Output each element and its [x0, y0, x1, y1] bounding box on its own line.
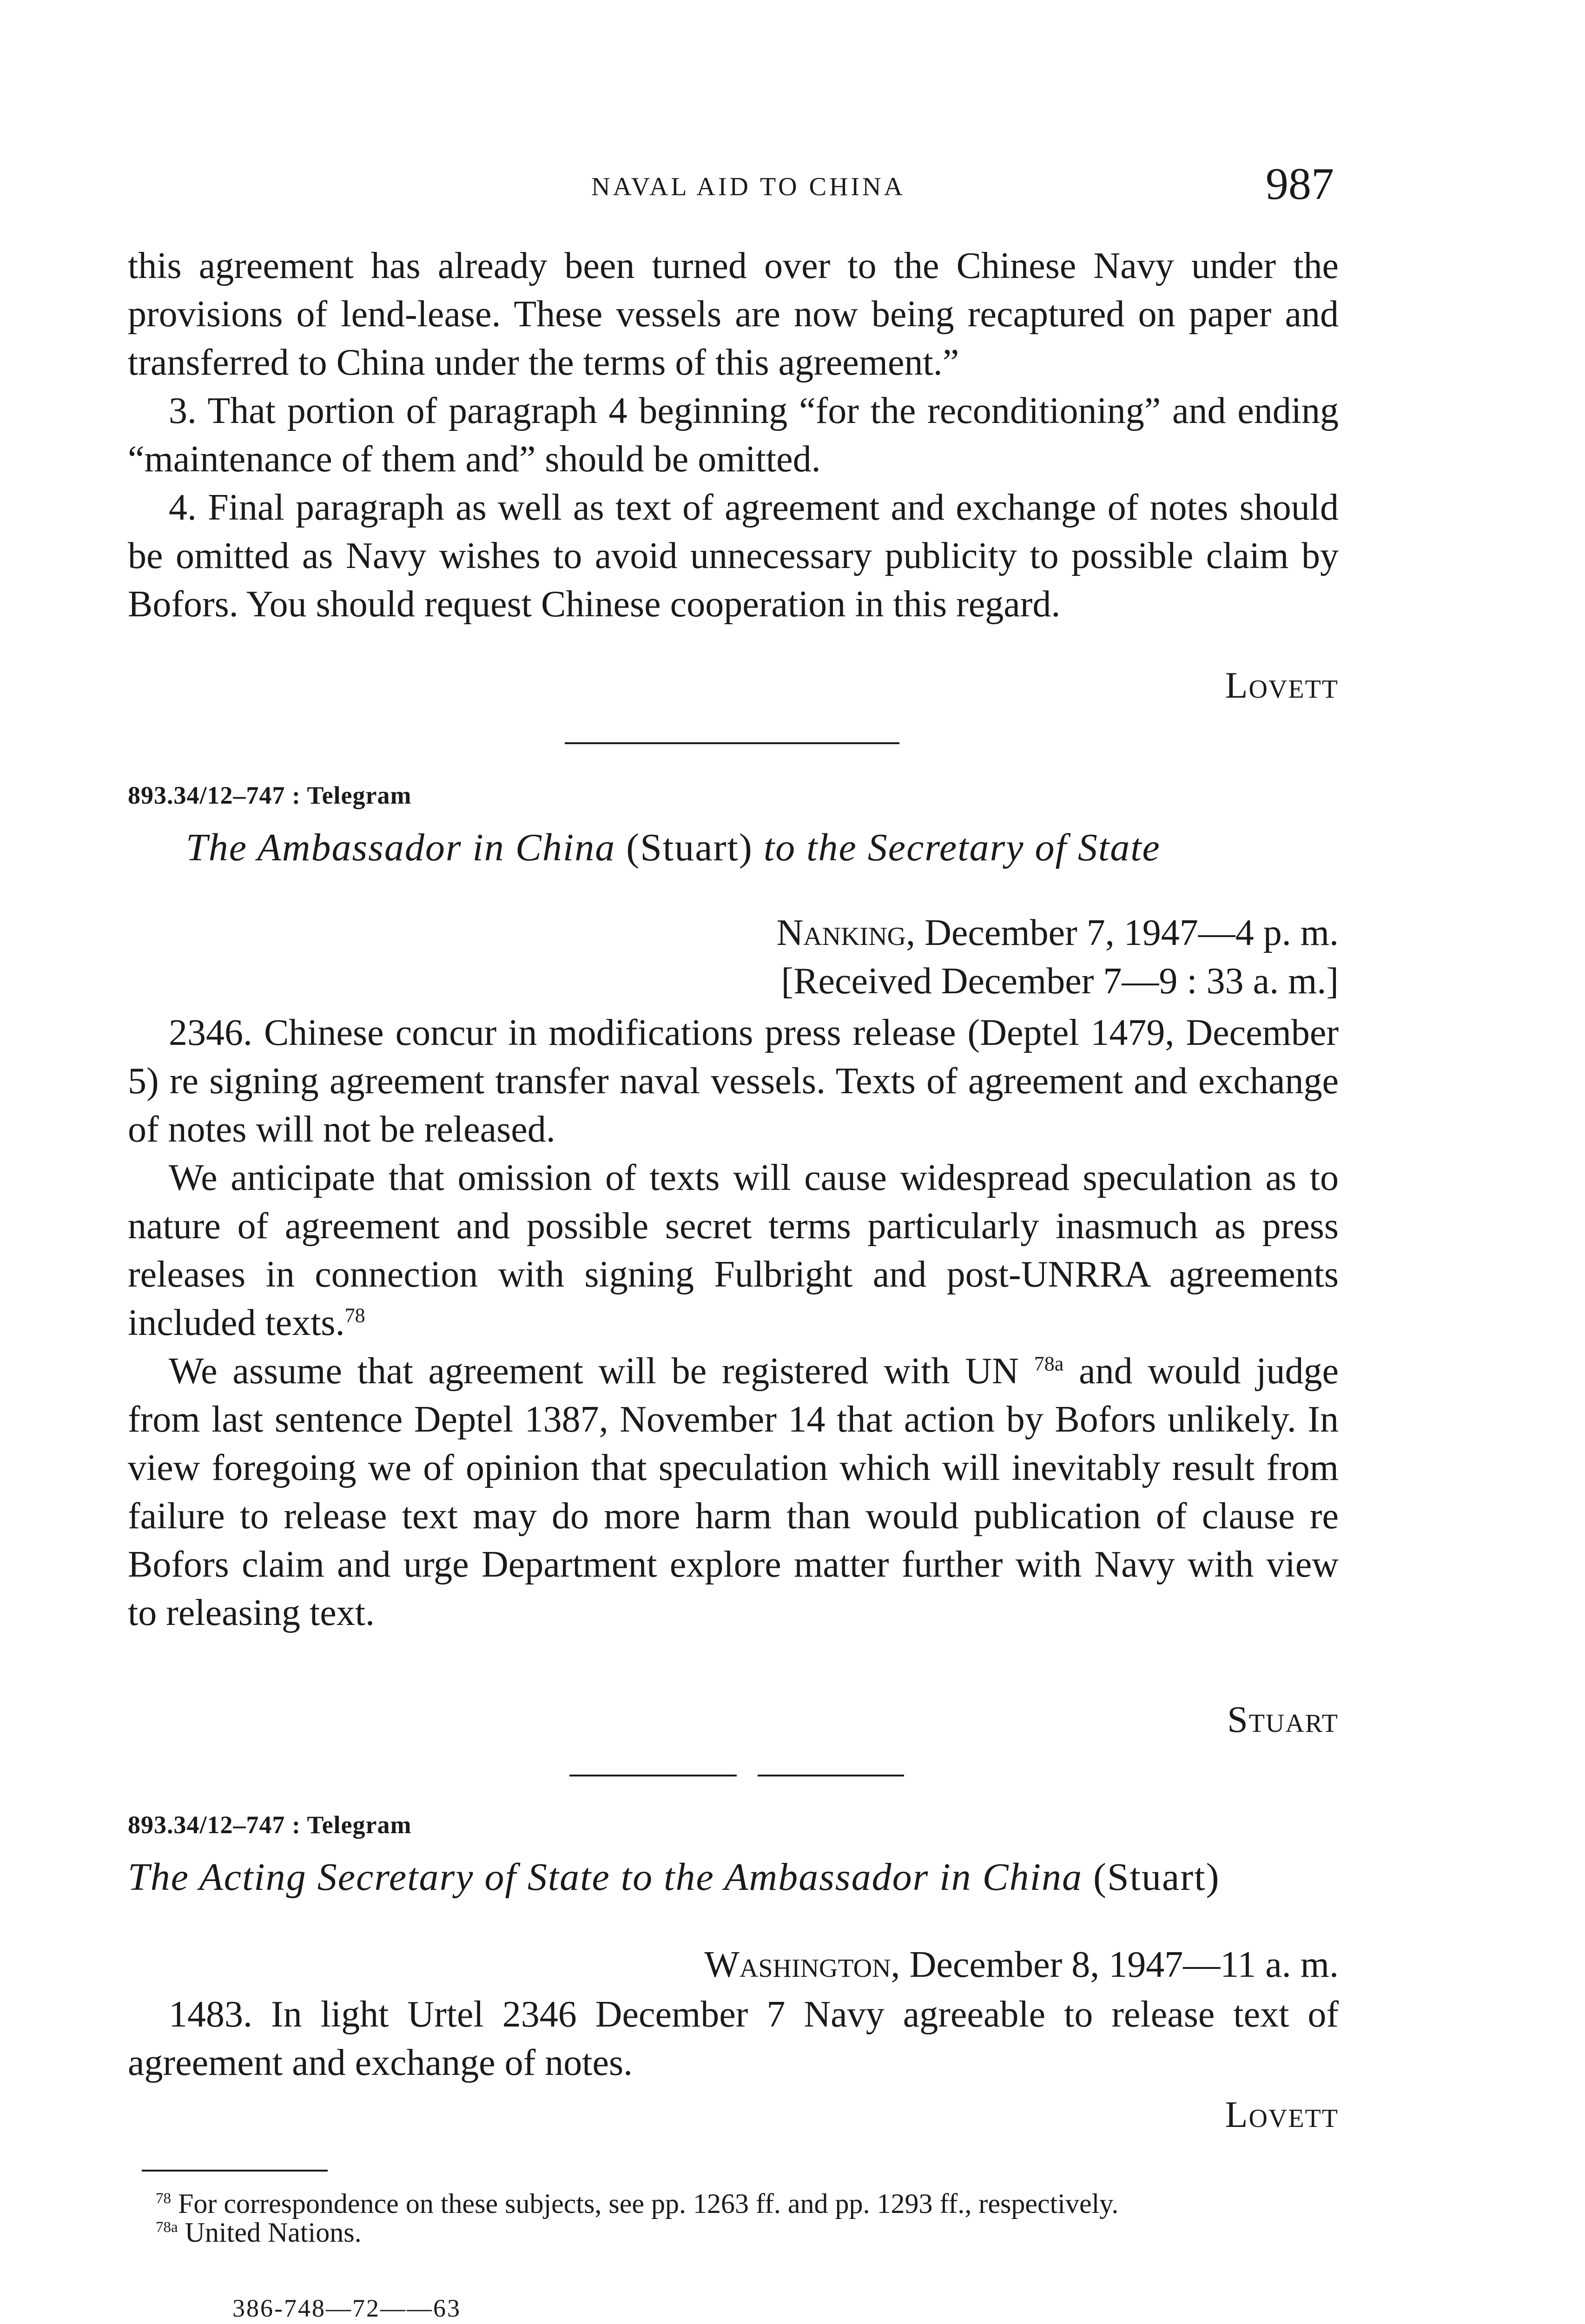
document-heading-2 — [128, 1855, 1220, 1900]
footnote-ref-78: 78 — [344, 1304, 365, 1327]
paragraph-speculation-text: We anticipate that omission of texts will cause widespread speculation as to nature of agreement and possible secret terms particularly inasmuch as press releases in connection with signing Fulbright and post-UNRRA agreements included texts. — [128, 1157, 1339, 1343]
section-divider-2b — [758, 1775, 904, 1776]
print-code: 386-748—72——63 — [232, 2294, 461, 2322]
file-number-1: 893.34/12–747 : Telegram — [128, 781, 412, 809]
paragraph-registration-text-a: We assume that agreement will be registered with UN — [169, 1351, 1019, 1392]
signature-lovett-2: Lovett — [1225, 2094, 1339, 2135]
paragraph-registration — [128, 1347, 1339, 1637]
document-heading-1 — [186, 825, 1161, 870]
paragraph-item-4: 4. Final paragraph as well as text of agreement and exchange of notes should be omitted as Navy wishes to avoid unnecessary publicity to possible claim by Bofors. You should request Chinese cooperation in this regard. — [128, 487, 1339, 625]
paragraph-registration-text-b: and would judge from last sentence Deptel 1387, November 14 that action by Bofors unlikely. In view foregoing we of opinion that speculation which will inevitably result from failure to release text may do more harm than would publication of clause re Bofors claim and urge Department explore matter further with Navy with view to releasing text. — [128, 1351, 1339, 1633]
page-number: 987 — [1266, 159, 1334, 209]
footnote-ref-78a: 78a — [1034, 1352, 1064, 1375]
footnote-mark-78a: 78a — [156, 2219, 178, 2236]
continued-text-block — [128, 242, 1339, 628]
section-divider-1 — [565, 742, 899, 744]
running-head: NAVAL AID TO CHINA — [591, 172, 905, 201]
paragraph-item-3: 3. That portion of paragraph 4 beginning “for the reconditioning” and ending “maintenance of them and” should be omitted. — [128, 390, 1339, 480]
footnote-78a — [128, 2218, 1339, 2247]
heading-1-part-c: to the Secretary of State — [753, 826, 1161, 869]
dateline-1-line — [776, 909, 1339, 957]
footnote-rule — [142, 2170, 328, 2172]
dateline-place: Nanking, — [776, 912, 916, 953]
telegram-1483-body — [128, 1990, 1339, 2087]
dateline-nanking — [776, 909, 1339, 1005]
file-number-2: 893.34/12–747 : Telegram — [128, 1811, 412, 1839]
heading-2-part-a: The Acting Secretary of State to the Ambassador in China — [128, 1855, 1093, 1899]
dateline-date-2: December 8, 1947—11 a. m. — [900, 1944, 1339, 1985]
signature-stuart: Stuart — [1227, 1699, 1339, 1740]
paragraph-continued: this agreement has already been turned over to the Chinese Navy under the provisions of lend-lease. These vessels are now being recaptured on paper and transferred to China under the terms of this agreement.” — [128, 245, 1339, 383]
footnote-78-text: For correspondence on these subjects, see pp. 1263 ff. and pp. 1293 ff., respectively. — [178, 2188, 1119, 2219]
paragraph-speculation — [128, 1154, 1339, 1347]
footnote-78a-text: United Nations. — [185, 2217, 362, 2248]
received-line: [Received December 7—9 : 33 a. m.] — [781, 961, 1339, 1002]
heading-1-part-b: (Stuart) — [626, 826, 753, 869]
paragraph-1483: 1483. In light Urtel 2346 December 7 Navy agreeable to release text of agreement and exchange of notes. — [128, 1994, 1339, 2083]
dateline-place-2: Washington, — [704, 1944, 900, 1985]
dateline-washington — [704, 1941, 1339, 1989]
signature-lovett-1: Lovett — [1225, 665, 1339, 706]
footnote-mark-78: 78 — [156, 2190, 171, 2207]
telegram-2346-body — [128, 1009, 1339, 1637]
footnotes — [128, 2189, 1339, 2247]
footnote-78 — [128, 2189, 1339, 2218]
heading-1-part-a: The Ambassador in China — [186, 826, 627, 869]
dateline-2-line — [704, 1941, 1339, 1989]
section-divider-2a — [569, 1775, 737, 1776]
heading-2-part-b: (Stuart) — [1093, 1855, 1220, 1899]
dateline-date: December 7, 1947—4 p. m. — [915, 912, 1339, 953]
paragraph-2346: 2346. Chinese concur in modifications press release (Deptel 1479, December 5) re signing agreement transfer naval vessels. Texts of agreement and exchange of notes will not be released. — [128, 1012, 1339, 1150]
